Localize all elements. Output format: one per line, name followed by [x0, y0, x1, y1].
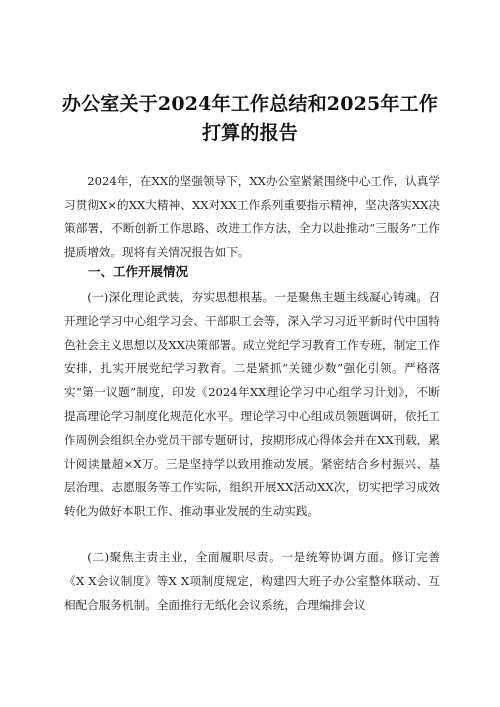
paragraph-1: (一)深化理论武装，夯实思想根基。一是聚焦主题主线凝心铸魂。召开理论学习中心组学习会、干部职工会等，深入学习习近平新时代中国特色社会主义思想以及XX决策部署。成立党纪学习教育工作专班，制定工作安排，扎实开展党纪学习教育。二是紧抓“关键少数”强化引领。严格落实“第一议题”制度，印发《2024年XX理论学习中心组学习计划》，不断提高理论学习制度化规范化水平。理论学习中心组成员领题调研，依托工作周例会组织全办党员干部专题研讨，按期形成心得体会并在XX刊载，累计阅读量超×X万。三是坚持学以致用推动发展。紧密结合乡村振兴、基层治理、志愿服务等工作实际，组织开展XX活动XX次，切实把学习成效转化为做好本职工作、推动事业发展的生动实践。 [64, 290, 440, 519]
intro-block [64, 170, 440, 265]
section-block-2 [64, 546, 440, 617]
section-block-1 [64, 286, 440, 524]
document-title: 办公室关于2024年工作总结和2025年工作打算的报告 [61, 93, 439, 144]
paragraph-2: (二)聚焦主责主业，全面履职尽责。一是统筹协调方面。修订完善《X X会议制度》等X X项制度规定，构建四大班子办公室整体联动、互相配合服务机制。全面推行无纸化会议系统，合理编排会议 [64, 550, 440, 612]
section-heading: 一、工作开展情况 [88, 264, 189, 279]
intro-paragraph: 2024年，在XX的坚强领导下，XX办公室紧紧围绕中心工作，认真学习贯彻X×的XX大精神、XX对XX工作系列重要指示精神，坚决落实XX决策部署，不断创新工作思路、改进工作方法，全力以赴推动“三服务”工作提质增效。现将有关情况报告如下。 [64, 174, 440, 260]
